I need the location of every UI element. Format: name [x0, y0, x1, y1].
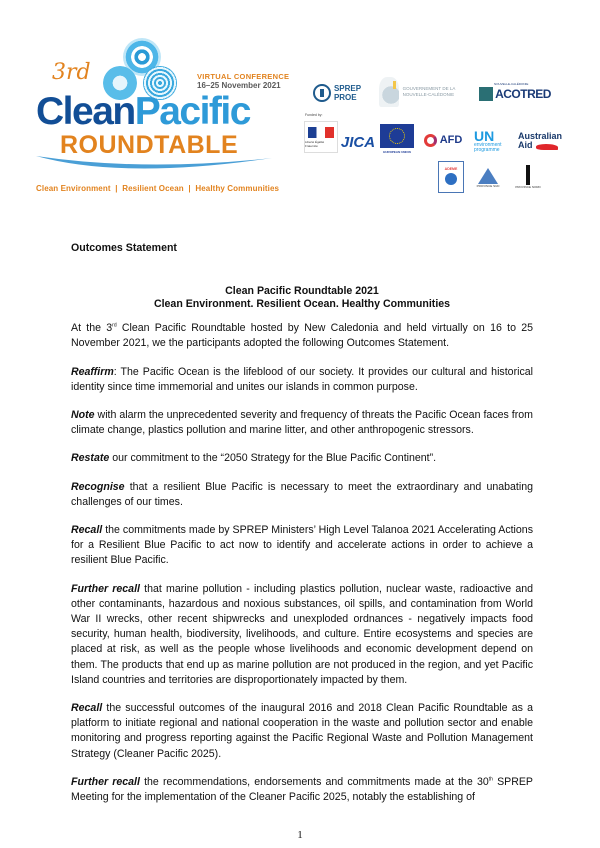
- eu-stars-icon: [389, 128, 405, 144]
- acotred-sup: NOUVELLE-CALÉDONIE: [494, 82, 529, 86]
- totem-icon: [526, 165, 530, 185]
- eu-flag-logo: [380, 124, 414, 148]
- keyword: Recall: [71, 702, 103, 715]
- keyword: Further recall: [71, 775, 140, 788]
- nc-line1: GOUVERNEMENT DE LA: [402, 86, 456, 91]
- paragraph-further-recall-pollution: Further recall that marine pollution - including plastics pollution, nuclear waste, radioactive and other contaminants, hazardous and noxious substances, oil spills, and contamination from World War II wrecks, other recent shipwrecks and unexploded ordnances - negatively impacts food security, human health, biodiversity, livelihoods, and culture. Entire ecosystems and species are placed at risk, as well as the people whose livelihoods and economic development depend on them. The products that end up as marine pollution are not produced in the region, and yet Pacific Island countries and territories are disproportionately impacted by them.: [71, 582, 533, 686]
- jica-logo: JICA: [340, 133, 376, 151]
- sprep-emblem-icon: [313, 84, 331, 102]
- event-type: VIRTUAL CONFERENCE: [197, 72, 290, 81]
- logo-title-clean: Clean: [36, 90, 135, 133]
- nc-line2: NOUVELLE-CALÉDONIE: [402, 92, 455, 97]
- funded-by-label: Funded by:: [305, 113, 323, 117]
- kangaroo-icon: [536, 144, 558, 150]
- acotred-emblem-icon: [479, 87, 493, 101]
- keyword: Recognise: [71, 480, 125, 493]
- edition-label: 3rd: [52, 60, 91, 85]
- globe-icon: [445, 173, 457, 185]
- afd-logo: AFD: [422, 132, 464, 148]
- wave-swoosh-icon: [34, 150, 274, 176]
- logo-title: [36, 92, 250, 131]
- keyword: Further recall: [71, 582, 140, 595]
- paragraph-recall-roundtable: Recall the successful outcomes of the inaugural 2016 and 2018 Clean Pacific Roundtable as a platform to initiate regional and national cooperation in the waste and pollution sector and enable monitoring and progress reporting against the Pacific Regional Waste and Pollution Management Strategy (Cleaner Pacific 2025).: [71, 702, 533, 760]
- logo-title-pacific: Pacific: [134, 90, 250, 133]
- proe-text: PROE: [333, 93, 357, 102]
- paragraph-recall-talanoa: Recall the commitments made by SPREP Ministers’ High Level Talanoa 2021 Accelerating Actions for a Resilient Blue Pacific to act now to identify and accelerate actions in order to achieve a resilient Blue Pacific.: [71, 524, 533, 567]
- paragraph-note: Note with alarm the unprecedented severity and frequency of threats the Pacific Ocean faces from climate change, plastics pollution and marine litter, and other anthropogenic stressors.: [71, 409, 533, 437]
- sprep-text: SPREP: [333, 84, 362, 93]
- document-header: [0, 0, 600, 205]
- keyword: Restate: [71, 452, 110, 465]
- acotred-logo: [478, 82, 552, 106]
- french-flag-icon: [308, 127, 334, 138]
- afd-ring-icon: [424, 134, 437, 147]
- section-title: Outcomes Statement: [71, 242, 177, 254]
- page-number: 1: [297, 829, 303, 841]
- republique-francaise-logo: Liberté Égalité Fraternité: [304, 121, 338, 153]
- sprep-logo: [308, 80, 366, 106]
- paragraph-recognise: Recognise that a resilient Blue Pacific is necessary to meet the extraordinary and unabating challenges of our times.: [71, 480, 533, 508]
- main-title-block: [71, 285, 533, 311]
- logo-subtitle: ROUNDTABLE: [60, 131, 239, 159]
- keyword: Recall: [71, 524, 103, 537]
- paragraph-restate: Restate our commitment to the “2050 Strategy for the Blue Pacific Continent”.: [71, 452, 437, 465]
- province-sud-logo: PROVINCE SUD: [475, 164, 501, 192]
- paragraph-intro: At the 3rd Clean Pacific Roundtable hosted by New Caledonia and held virtually on 16 to 25 November 2021, we the participants adopted the following Outcomes Statement.: [71, 322, 533, 350]
- logo-tagline: Clean Environment | Resilient Ocean | Healthy Communities: [36, 184, 280, 193]
- acotred-text: ACOTRED: [495, 87, 551, 101]
- keyword: Reaffirm: [71, 365, 114, 378]
- nautilus-emblem-icon: [379, 77, 399, 107]
- ademe-logo: ADEME: [438, 161, 464, 193]
- unep-logo: UN environment programme: [474, 127, 502, 153]
- eu-label: EUROPEAN UNION: [383, 150, 411, 154]
- main-title: Clean Pacific Roundtable 2021: [225, 285, 379, 298]
- paragraph-further-recall-sprep: Further recall the recommendations, endorsements and commitments made at the 30th SPREP Meeting for the implementation of the Cleaner Pacific 2025, notably the establishing of: [71, 775, 533, 804]
- province-nord-logo: PROVINCE NORD: [512, 161, 544, 193]
- keyword: Note: [71, 409, 95, 422]
- main-subtitle: Clean Environment. Resilient Ocean. Healthy Communities: [153, 298, 451, 311]
- new-caledonia-government-logo: [372, 74, 462, 110]
- document-body: [71, 241, 533, 818]
- australian-aid-logo: Australian Aid: [518, 131, 563, 150]
- paragraph-reaffirm: Reaffirm: The Pacific Ocean is the lifeblood of our society. It provides our cultural and historical identity since time immemorial and unites our islands in common purpose.: [71, 365, 533, 393]
- event-dates: 16–25 November 2021: [197, 81, 281, 90]
- sail-icon: [478, 168, 498, 184]
